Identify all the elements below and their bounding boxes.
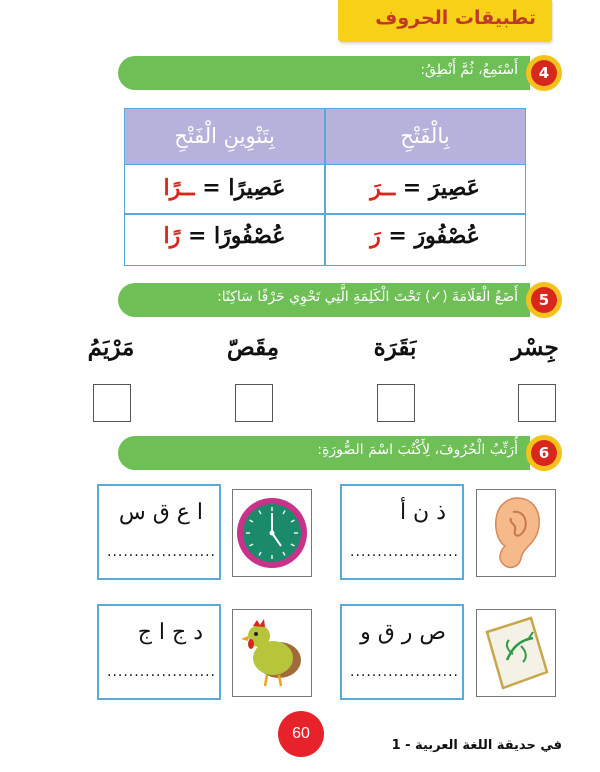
scrambled-letters: ا ع ق س xyxy=(118,500,203,525)
chicken-icon xyxy=(233,610,311,696)
checkbox-miqass[interactable] xyxy=(235,384,273,422)
ear-picture xyxy=(476,489,556,577)
section-5-number: 5 xyxy=(531,287,557,313)
letters-box-ear xyxy=(340,484,464,580)
word-baqara: بَقَرَة xyxy=(373,334,417,361)
word-jisr: جِسْر xyxy=(511,334,559,361)
tanween-table xyxy=(124,108,526,266)
word-maryam: مَرْيَمُ xyxy=(87,334,135,361)
page-number: 60 xyxy=(292,725,310,742)
table-row-divider xyxy=(125,213,525,215)
section-5-bar xyxy=(118,283,530,317)
section-5-instruction: أَضَعُ الْعَلَامَةَ (✓) تَحْتَ الْكَلِمَةِ الَّتِي تَحْوِي حَرْفًا سَاكِنًا: xyxy=(217,289,518,305)
answer-line[interactable]: .................... xyxy=(107,544,217,560)
table-cell-r2c2: عُصْفُورَ = رَ xyxy=(370,223,480,249)
answer-line[interactable]: .................... xyxy=(350,544,460,560)
section-6-instruction: أُرَتِّبُ الْحُرُوفَ، لِأَكْتُبَ اسْمَ الصُّورَةِ: xyxy=(317,442,518,458)
page-title: تطبيقات الحروف xyxy=(375,7,536,29)
table-header-fatha: بِالْفَتْحِ xyxy=(325,109,525,165)
word-miqass: مِقَصّ xyxy=(226,334,280,361)
table-cell-r1c2: عَصِيرَ = ــرَ xyxy=(370,175,480,201)
letters-box-card xyxy=(340,604,464,700)
scrambled-letters: ذ ن أ xyxy=(399,500,446,525)
scrambled-letters: د ج ا ج xyxy=(137,620,203,645)
clock-icon xyxy=(233,490,311,576)
card-picture xyxy=(476,609,556,697)
book-title: في حديقة اللغة العربية - 1 xyxy=(391,738,562,753)
clock-picture xyxy=(232,489,312,577)
page-number-badge xyxy=(278,711,324,757)
ear-icon xyxy=(477,490,555,576)
card-icon xyxy=(477,610,555,696)
answer-line[interactable]: .................... xyxy=(107,664,217,680)
section-6-number: 6 xyxy=(531,440,557,466)
section-4-instruction: أَسْتَمِعُ، ثُمَّ أَنْطِقُ: xyxy=(420,62,518,78)
chicken-picture xyxy=(232,609,312,697)
letters-box-chicken xyxy=(97,604,221,700)
section-6-badge xyxy=(526,435,562,471)
section-5-badge xyxy=(526,282,562,318)
checkbox-maryam[interactable] xyxy=(93,384,131,422)
page-header-tab xyxy=(338,0,552,42)
letters-box-clock xyxy=(97,484,221,580)
answer-line[interactable]: .................... xyxy=(350,664,460,680)
checkbox-baqara[interactable] xyxy=(377,384,415,422)
table-cell-r1c1: عَصِيرًا = ــرًا xyxy=(163,175,286,201)
checkbox-jisr[interactable] xyxy=(518,384,556,422)
section-4-bar xyxy=(118,56,530,90)
table-header-tanween: بِتَنْوِينِ الْفَتْحِ xyxy=(125,109,324,165)
scrambled-letters: ص ر ق و xyxy=(360,620,446,645)
section-4-badge xyxy=(526,55,562,91)
table-cell-r2c1: عُصْفُورًا = رًا xyxy=(163,223,286,249)
section-6-bar xyxy=(118,436,530,470)
section-4-number: 4 xyxy=(531,60,557,86)
